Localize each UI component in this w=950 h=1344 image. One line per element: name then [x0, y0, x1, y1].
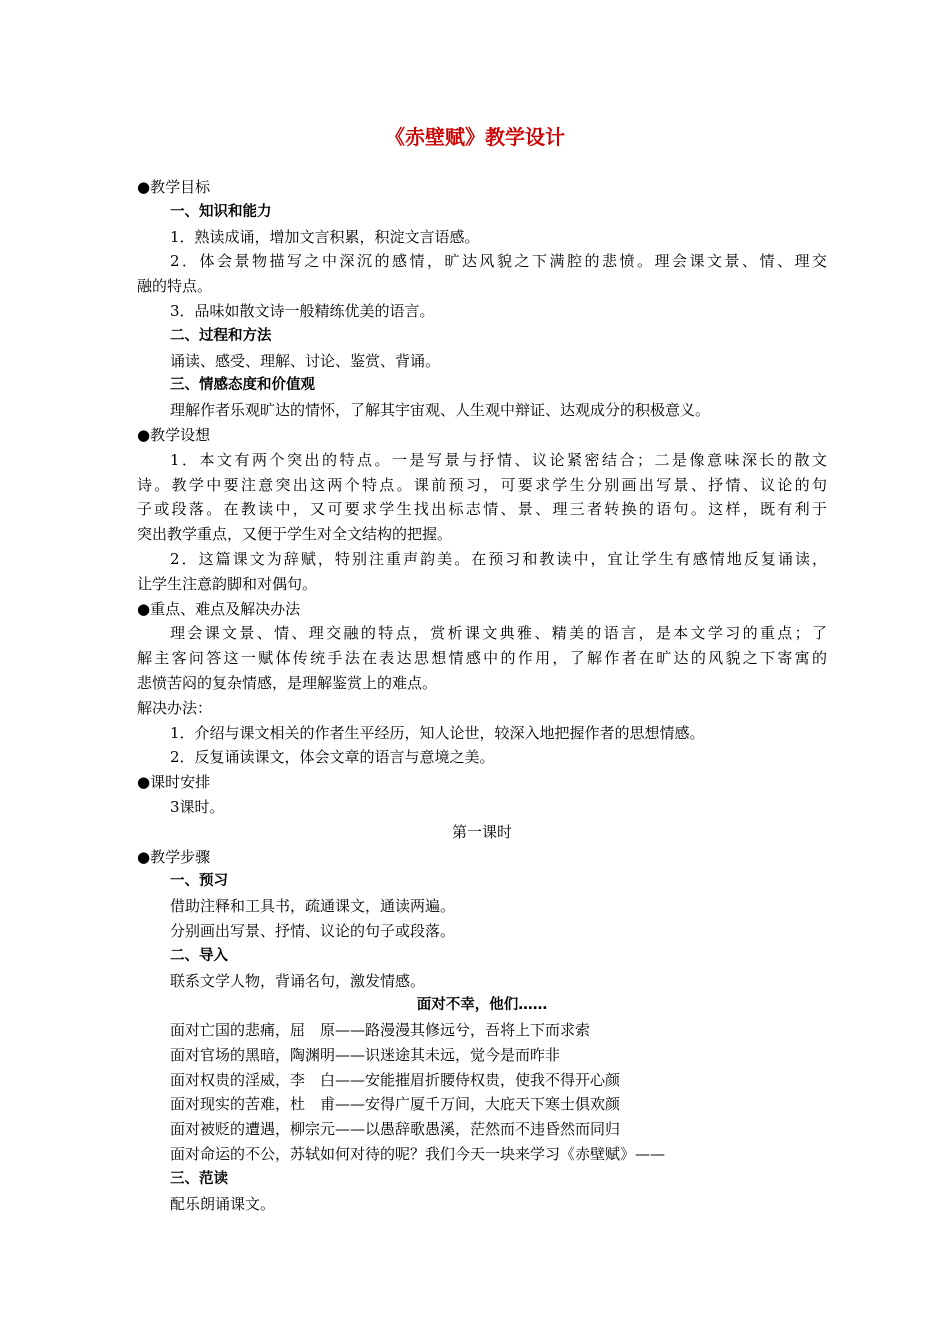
- intro-quote-2: 面对官场的黑暗，陶渊明——识迷途其未远，觉今是而昨非: [170, 1045, 561, 1064]
- intro-line-1: 联系文学人物，背诵名句，激发情感。: [170, 971, 426, 990]
- document-title: 《赤壁赋》教学设计: [385, 125, 565, 149]
- document-body: [137, 175, 827, 1216]
- intro-quote-5: 面对被贬的遭遇，柳宗元——以愚辞歌愚溪，茫然而不违昏然而同归: [170, 1120, 621, 1139]
- emotion-text: 理解作者乐观旷达的情怀，了解其宇宙观、人生观中辩证、达观成分的积极意义。: [170, 401, 711, 420]
- design-p2-line-2: 让学生注意韵脚和对偶句。: [137, 574, 318, 593]
- goal-item-3: 3．品味如散文诗一般精练优美的语言。: [170, 301, 435, 320]
- solution-label: 解决办法：: [137, 698, 213, 717]
- design-p1-line-1: 1．本文有两个突出的特点。一是写景与抒情、议论紧密结合；二是像意味深长的散文: [170, 450, 827, 469]
- subheading-intro: 二、导入: [170, 947, 228, 964]
- key-p-line-3: 悲愤苦闷的复杂情感，是理解鉴赏上的难点。: [137, 673, 438, 692]
- goal-item-2-line-1: 2．体会景物描写之中深沉的感情，旷达风貌之下满腔的悲愤。理会课文景、情、理交: [170, 252, 827, 271]
- design-p1-line-3: 子或段落。在教读中，又可要求学生找出标志情、景、理三者转换的语句。这样，既有利于: [137, 500, 827, 519]
- key-p-line-1: 理会课文景、情、理交融的特点，赏析课文典雅、精美的语言，是本文学习的重点；了: [170, 624, 827, 643]
- section-heading-design: ●教学设想: [137, 425, 211, 444]
- lesson-heading: 第一课时: [451, 822, 512, 841]
- process-text: 诵读、感受、理解、讨论、鉴赏、背诵。: [170, 351, 441, 370]
- design-p1-line-4: 突出教学重点，又便于学生对全文结构的把握。: [137, 525, 453, 544]
- subheading-emotion: 三、情感态度和价值观: [170, 377, 315, 394]
- section-heading-schedule: ●课时安排: [137, 773, 211, 792]
- key-p-line-2: 解主客问答这一赋体传统手法在表达思想情感中的作用，了解作者在旷达的风貌之下寄寓的: [137, 649, 827, 668]
- section-heading-goals: ●教学目标: [137, 178, 211, 196]
- subheading-reading: 三、范读: [170, 1170, 228, 1187]
- preview-line-1: 借助注释和工具书，疏通课文，通读两遍。: [170, 897, 456, 916]
- section-heading-key: ●重点、难点及解决办法: [137, 599, 301, 618]
- intro-quote-6: 面对命运的不公，苏轼如何对待的呢？我们今天一块来学习《赤壁赋》——: [170, 1145, 666, 1164]
- goal-item-1: 1．熟读成诵，增加文言积累，积淀文言语感。: [170, 227, 480, 246]
- reading-line-1: 配乐朗诵课文。: [170, 1194, 276, 1213]
- design-p1-line-2: 诗。教学中要注意突出这两个特点。课前预习，可要求学生分别画出写景、抒情、议论的句: [137, 475, 827, 494]
- solution-item-1: 1．介绍与课文相关的作者生平经历，知人论世，较深入地把握作者的思想情感。: [170, 723, 705, 742]
- goal-item-2-line-2: 融的特点。: [137, 277, 213, 296]
- subheading-process: 二、过程和方法: [170, 327, 272, 344]
- subheading-preview: 一、预习: [170, 873, 228, 890]
- intro-quote-4: 面对现实的苦难，杜 甫——安得广厦千万间，大庇天下寒士俱欢颜: [170, 1095, 621, 1114]
- solution-item-2: 2．反复诵读课文，体会文章的语言与意境之美。: [170, 748, 495, 767]
- preview-line-2: 分别画出写景、抒情、议论的句子或段落。: [170, 921, 456, 940]
- intro-quote-3: 面对权贵的淫威，李 白——安能摧眉折腰侍权贵，使我不得开心颜: [170, 1070, 621, 1089]
- section-heading-steps: ●教学步骤: [137, 847, 211, 866]
- intro-subtitle: 面对不幸，他们……: [416, 997, 548, 1014]
- schedule-text: 3课时。: [170, 797, 225, 816]
- design-p2-line-1: 2．这篇课文为辞赋，特别注重声韵美。在预习和教读中，宜让学生有感情地反复诵读，: [170, 549, 827, 568]
- subheading-knowledge: 一、知识和能力: [170, 203, 272, 220]
- intro-quote-1: 面对亡国的悲痛，屈 原——路漫漫其修远兮，吾将上下而求索: [170, 1021, 591, 1040]
